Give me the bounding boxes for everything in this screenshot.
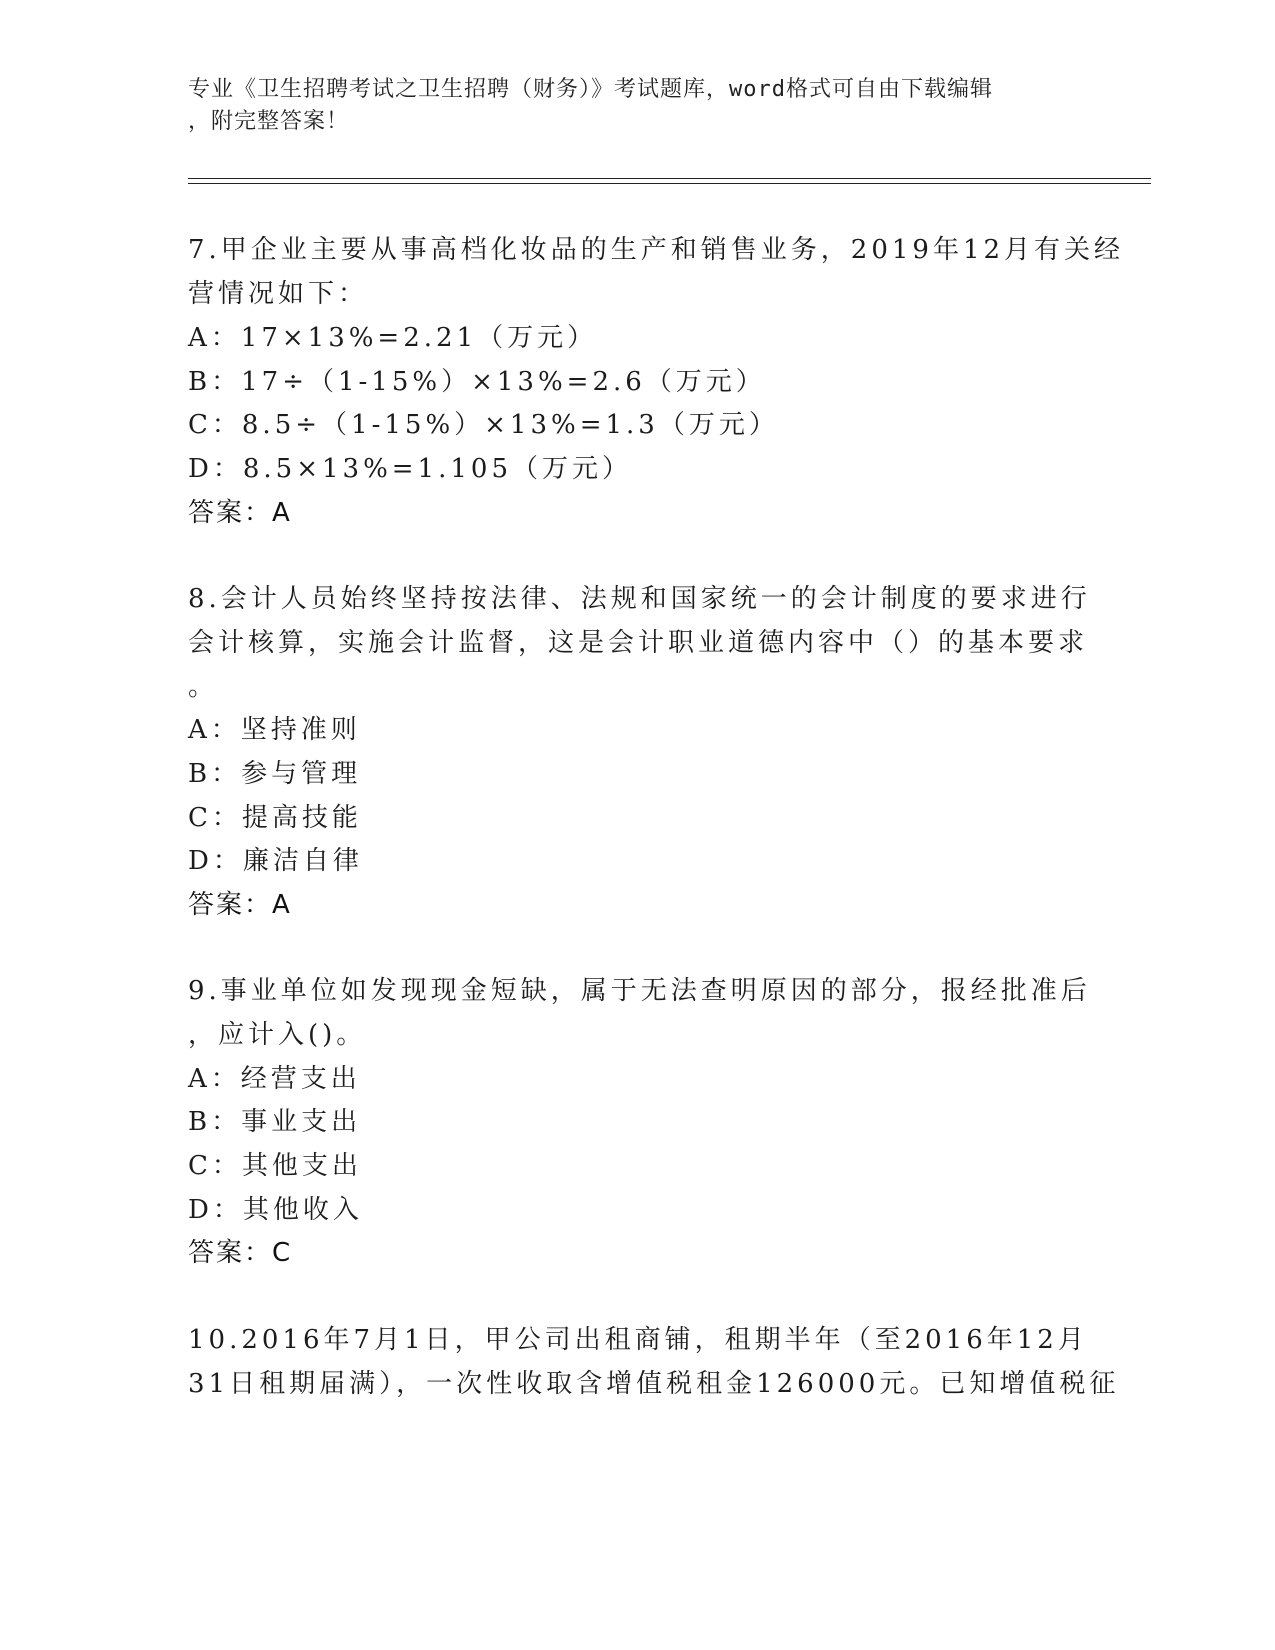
question-7-answer: 答案：A	[188, 498, 292, 528]
question-7-option-d: D：8.5×13%=1.105（万元）	[188, 454, 632, 484]
question-9-stem-line-2: ，应计入()。	[188, 1020, 367, 1050]
question-9-answer: 答案：C	[188, 1238, 293, 1268]
question-8-option-a: A：坚持准则	[188, 715, 361, 745]
question-10-stem-line-1: 10.2016年7月1日，甲公司出租商铺，租期半年（至2016年12月	[188, 1325, 1088, 1355]
question-list	[188, 0, 1125, 1650]
question-7-stem-line-2: 营情况如下：	[188, 279, 369, 309]
question-8-stem-line-1: 8.会计人员始终坚持按法律、法规和国家统一的会计制度的要求进行	[188, 584, 1091, 614]
question-8-answer: 答案：A	[188, 890, 292, 920]
header-line-2: ，附完整答案！	[188, 109, 350, 134]
question-8-stem-line-3: 。	[188, 672, 219, 702]
question-9-option-c: C：其他支出	[188, 1151, 362, 1181]
question-7-option-b: B：17÷（1-15%）×13%=2.6（万元）	[188, 367, 766, 397]
question-9-option-a: A：经营支出	[188, 1064, 361, 1094]
question-9-option-b: B：事业支出	[188, 1107, 362, 1137]
question-9-stem-line-1: 9.事业单位如发现现金短缺，属于无法查明原因的部分，报经批准后	[188, 976, 1091, 1006]
header-line-1: 专业《卫生招聘考试之卫生招聘（财务）》考试题库，word格式可自由下载编辑	[188, 77, 993, 102]
question-8-stem-line-2: 会计核算，实施会计监督，这是会计职业道德内容中（）的基本要求	[188, 628, 1089, 658]
question-7-option-c: C：8.5÷（1-15%）×13%=1.3（万元）	[188, 410, 779, 440]
question-10-stem-line-2: 31日租期届满），一次性收取含增值税租金126000元。已知增值税征	[188, 1369, 1120, 1399]
question-7-stem-line-1: 7.甲企业主要从事高档化妆品的生产和销售业务，2019年12月有关经	[188, 235, 1125, 265]
question-8-option-b: B：参与管理	[188, 759, 362, 789]
question-7-option-a: A：17×13%=2.21（万元）	[188, 323, 598, 353]
question-8-option-c: C：提高技能	[188, 803, 362, 833]
question-8-option-d: D：廉洁自律	[188, 846, 363, 876]
question-9-option-d: D：其他收入	[188, 1195, 363, 1225]
